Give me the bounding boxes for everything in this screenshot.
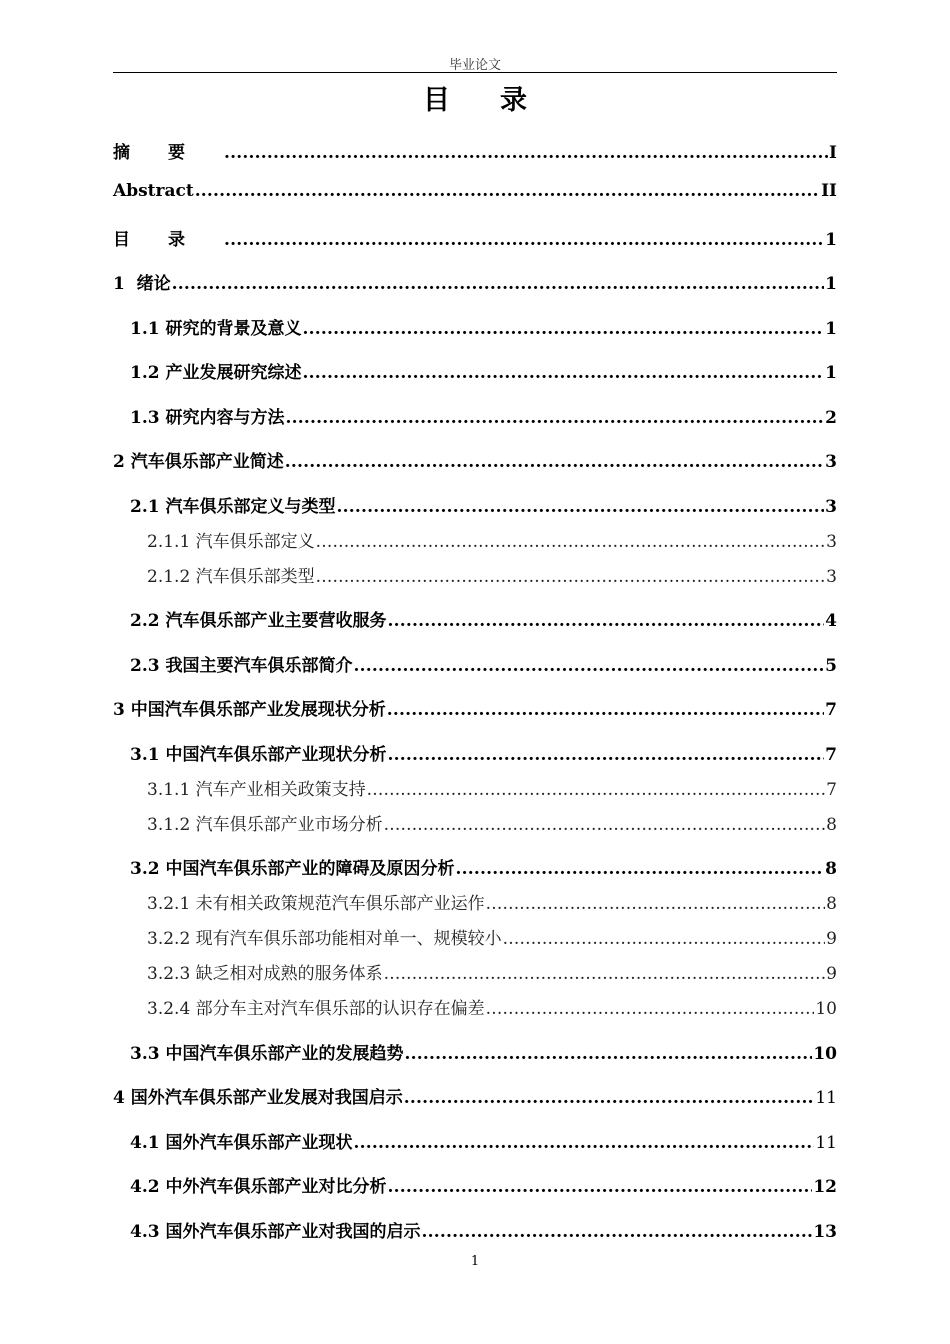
toc-entry-contents[interactable]	[113, 225, 837, 250]
toc-entry-1-1[interactable]	[130, 314, 837, 339]
toc-entry-label: 1.2 产业发展研究综述	[130, 363, 302, 383]
toc-entry-page: 3	[826, 567, 837, 587]
toc-dot-leader	[172, 274, 824, 294]
toc-entry-page: I	[829, 143, 837, 163]
toc-dot-leader	[404, 1088, 815, 1108]
toc-entry-page: 3	[825, 497, 837, 517]
toc-entry-2-1[interactable]	[130, 492, 837, 517]
toc-title: 目录	[423, 85, 577, 116]
toc-entry-page: 7	[825, 700, 837, 720]
toc-dot-leader	[388, 611, 825, 631]
toc-entry-label: 3.3 中国汽车俱乐部产业的发展趋势	[130, 1044, 404, 1064]
toc-entry-label: 1.3 研究内容与方法	[130, 408, 285, 428]
toc-entry-label: 2.2 汽车俱乐部产业主要营收服务	[130, 611, 387, 631]
toc-entry-3-1[interactable]	[130, 740, 837, 765]
toc-entry-page: 9	[826, 964, 837, 984]
toc-dot-leader	[337, 497, 825, 517]
toc-dot-leader	[367, 780, 826, 800]
toc-entry-label: 3.2.3 缺乏相对成熟的服务体系	[147, 964, 383, 984]
toc-entry-page: 2	[825, 408, 837, 428]
toc-dot-leader	[384, 964, 826, 984]
toc-entry-1-2[interactable]	[130, 358, 837, 383]
toc-entry-label: 目录	[113, 230, 223, 250]
toc-entry-label: 3.1.2 汽车俱乐部产业市场分析	[147, 815, 383, 835]
toc-entry-page: 8	[825, 859, 837, 879]
toc-entry-page: 10	[815, 999, 837, 1019]
toc-entry-4-3[interactable]	[130, 1217, 837, 1242]
toc-entry-page: 7	[825, 745, 837, 765]
toc-entry-label: 1.1 研究的背景及意义	[130, 319, 302, 339]
toc-dot-leader	[224, 230, 824, 250]
toc-dot-leader	[388, 745, 825, 765]
toc-dot-leader	[354, 656, 825, 676]
toc-entry-3-2-4[interactable]	[147, 994, 837, 1019]
toc-dot-leader	[486, 999, 815, 1019]
toc-dot-leader	[195, 181, 820, 201]
toc-dot-leader	[503, 929, 826, 949]
toc-entry-2-2[interactable]	[130, 606, 837, 631]
toc-dot-leader	[224, 143, 828, 163]
toc-entry-3-3[interactable]	[130, 1039, 837, 1064]
toc-dot-leader	[316, 532, 826, 552]
toc-entry-label: 4 国外汽车俱乐部产业发展对我国启示	[113, 1088, 403, 1108]
header-rule	[113, 72, 837, 73]
toc-entry-1-3[interactable]	[130, 403, 837, 428]
toc-entry-label: Abstract	[113, 181, 194, 201]
toc-entry-label: 2.1.1 汽车俱乐部定义	[147, 532, 315, 552]
toc-entry-label: 摘要	[113, 143, 223, 163]
toc-entry-label: 2.3 我国主要汽车俱乐部简介	[130, 656, 353, 676]
toc-dot-leader	[303, 319, 825, 339]
toc-entry-label: 4.2 中外汽车俱乐部产业对比分析	[130, 1177, 387, 1197]
toc-dot-leader	[422, 1222, 813, 1242]
toc-dot-leader	[303, 363, 825, 383]
toc-entry-page: 12	[813, 1177, 837, 1197]
toc-entry-label: 4.1 国外汽车俱乐部产业现状	[130, 1133, 353, 1153]
toc-entry-page: 1	[825, 319, 837, 339]
toc-entry-page: 11	[815, 1133, 837, 1153]
toc-entry-page: 3	[826, 532, 837, 552]
toc-entry-page: 8	[826, 815, 837, 835]
toc-entry-ch3[interactable]	[113, 695, 837, 720]
toc-entry-page: 13	[813, 1222, 837, 1242]
page-number: 1	[470, 1254, 480, 1269]
toc-entry-page: 7	[826, 780, 837, 800]
toc-entry-3-2[interactable]	[130, 854, 837, 879]
toc-dot-leader	[456, 859, 825, 879]
toc-dot-leader	[486, 894, 826, 914]
toc-dot-leader	[384, 815, 826, 835]
toc-entry-ch1[interactable]	[113, 269, 837, 294]
toc-dot-leader	[316, 567, 826, 587]
toc-entry-3-1-2[interactable]	[147, 810, 837, 835]
toc-entry-ch2[interactable]	[113, 447, 837, 472]
toc-entry-label: 1 绪论	[113, 274, 171, 294]
toc-entry-label: 2.1.2 汽车俱乐部类型	[147, 567, 315, 587]
toc-entry-page: 1	[825, 363, 837, 383]
toc-entry-page: 10	[813, 1044, 837, 1064]
toc-entry-page: 4	[825, 611, 837, 631]
toc-entry-page: II	[821, 181, 837, 201]
toc-entry-label: 3.1 中国汽车俱乐部产业现状分析	[130, 745, 387, 765]
running-header: 毕业论文	[448, 58, 501, 73]
toc-dot-leader	[286, 408, 825, 428]
toc-entry-4-1[interactable]	[130, 1128, 837, 1153]
toc-entry-page: 1	[825, 230, 837, 250]
toc-entry-abstract-en[interactable]	[113, 181, 837, 201]
toc-dot-leader	[388, 1177, 813, 1197]
toc-entry-page: 8	[826, 894, 837, 914]
toc-entry-label: 3.2 中国汽车俱乐部产业的障碍及原因分析	[130, 859, 455, 879]
toc-entry-abstract-cn[interactable]	[113, 138, 837, 163]
toc-entry-4-2[interactable]	[130, 1172, 837, 1197]
toc-dot-leader	[354, 1133, 815, 1153]
toc-entry-page: 1	[825, 274, 837, 294]
toc-entry-page: 5	[825, 656, 837, 676]
toc-entry-2-1-2[interactable]	[147, 562, 837, 587]
toc-entry-label: 3.2.4 部分车主对汽车俱乐部的认识存在偏差	[147, 999, 485, 1019]
toc-entry-3-2-1[interactable]	[147, 889, 837, 914]
toc-entry-label: 3.1.1 汽车产业相关政策支持	[147, 780, 366, 800]
toc-dot-leader	[285, 452, 824, 472]
toc-entry-ch4[interactable]	[113, 1083, 837, 1108]
toc-entry-3-2-3[interactable]	[147, 959, 837, 984]
toc-entry-page: 3	[825, 452, 837, 472]
toc-entry-label: 2.1 汽车俱乐部定义与类型	[130, 497, 336, 517]
toc-entry-page: 11	[815, 1088, 837, 1108]
toc-entry-2-1-1[interactable]	[147, 527, 837, 552]
toc-entry-label: 3.2.1 未有相关政策规范汽车俱乐部产业运作	[147, 894, 485, 914]
toc-entry-3-1-1[interactable]	[147, 775, 837, 800]
toc-entry-label: 3 中国汽车俱乐部产业发展现状分析	[113, 700, 386, 720]
toc-dot-leader	[387, 700, 824, 720]
toc-entry-page: 9	[826, 929, 837, 949]
toc-entry-label: 2 汽车俱乐部产业简述	[113, 452, 284, 472]
toc-entry-label: 4.3 国外汽车俱乐部产业对我国的启示	[130, 1222, 421, 1242]
toc-entry-3-2-2[interactable]	[147, 924, 837, 949]
toc-entry-2-3[interactable]	[130, 651, 837, 676]
toc-entry-label: 3.2.2 现有汽车俱乐部功能相对单一、规模较小	[147, 929, 502, 949]
toc-dot-leader	[405, 1044, 813, 1064]
